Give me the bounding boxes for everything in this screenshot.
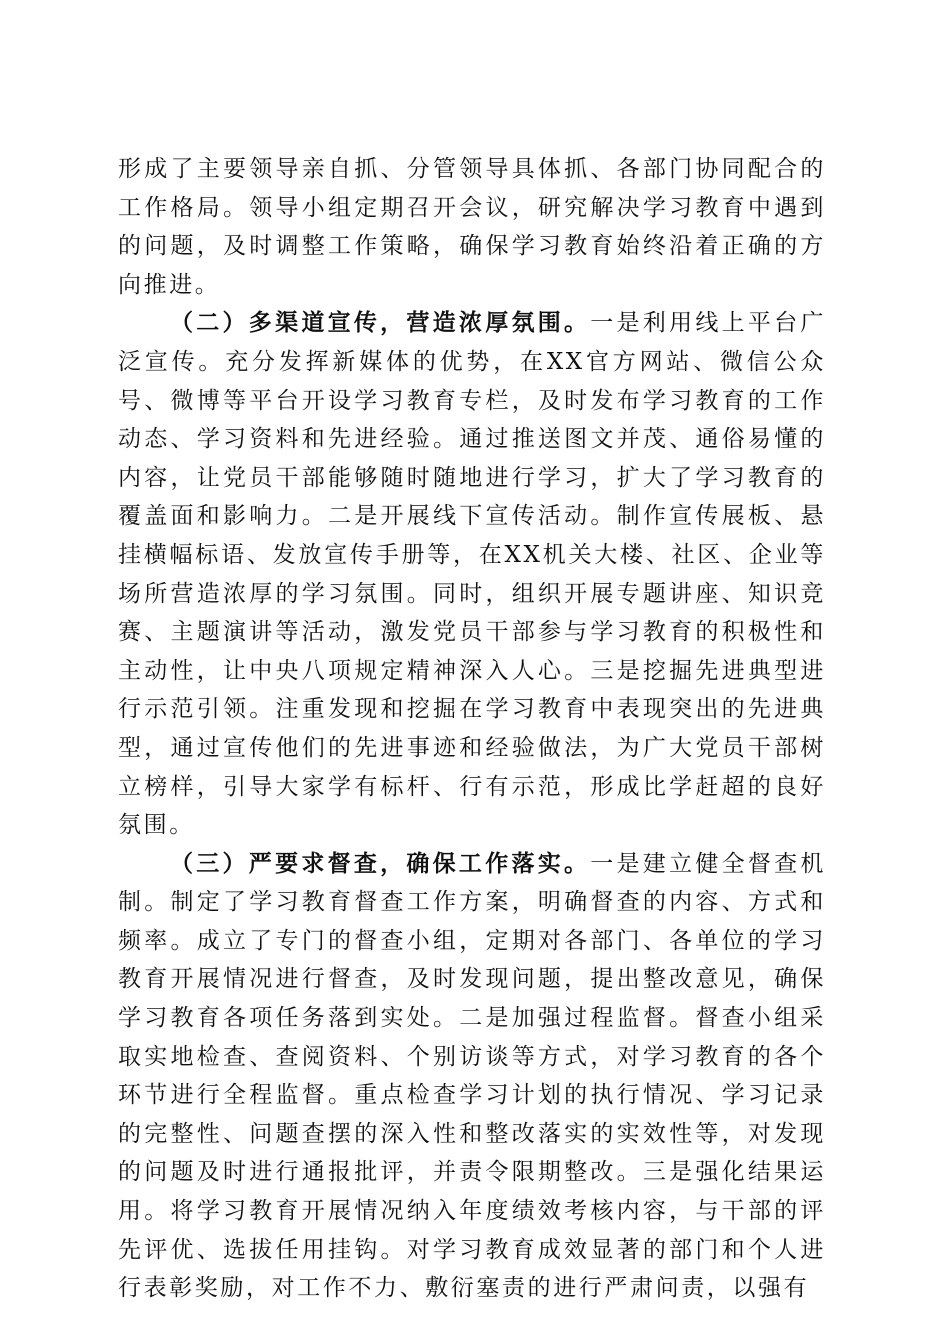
paragraph-section-2	[118, 304, 826, 844]
paragraph-section-3	[118, 845, 826, 1308]
paragraph-body: 一是建立健全督查机制。制定了学习教育督查工作方案，明确督查的内容、方式和频率。成立了专门的督查小组，定期对各部门、各单位的学习教育开展情况进行督查，及时发现问题，提出整改意见，确保学习教育各项任务落到实处。二是加强过程监督。督查小组采取实地检查、查阅资料、个别访谈等方式，对学习教育的各个环节进行全程监督。重点检查学习计划的执行情况、学习记录的完整性、问题查摆的深入性和整改落实的实效性等，对发现的问题及时进行通报批评，并责令限期整改。三是强化结果运用。将学习教育开展情况纳入年度绩效考核内容，与干部的评先评优、选拔任用挂钩。对学习教育成效显著的部门和个人进行表彰奖励，对工作不力、敷衍塞责的进行严肃问责，以强有	[118, 850, 826, 1302]
paragraph-body: 一是利用线上平台广泛宣传。充分发挥新媒体的优势，在XX官方网站、微信公众号、微博等平台开设学习教育专栏，及时发布学习教育的工作动态、学习资料和先进经验。通过推送图文并茂、通俗易懂的内容，让党员干部能够随时随地进行学习，扩大了学习教育的覆盖面和影响力。二是开展线下宣传活动。制作宣传展板、悬挂横幅标语、发放宣传手册等，在XX机关大楼、社区、企业等场所营造浓厚的学习氛围。同时，组织开展专题讲座、知识竞赛、主题演讲等活动，激发党员干部参与学习教育的积极性和主动性，让中央八项规定精神深入人心。三是挖掘先进典型进行示范引领。注重发现和挖掘在学习教育中表现突出的先进典型，通过宣传他们的先进事迹和经验做法，为广大党员干部树立榜样，引导大家学有标杆、行有示范，形成比学赶超的良好氛围。	[118, 310, 826, 839]
section-heading: （二）多渠道宣传，营造浓厚氛围。	[170, 310, 591, 337]
paragraph-body: 形成了主要领导亲自抓、分管领导具体抓、各部门协同配合的工作格局。领导小组定期召开会议，研究解决学习教育中遇到的问题，及时调整工作策略，确保学习教育始终沿着正确的方向推进。	[118, 156, 826, 298]
paragraph-continued	[118, 150, 826, 304]
document-page	[118, 150, 826, 1308]
section-heading: （三）严要求督查，确保工作落实。	[170, 850, 591, 877]
